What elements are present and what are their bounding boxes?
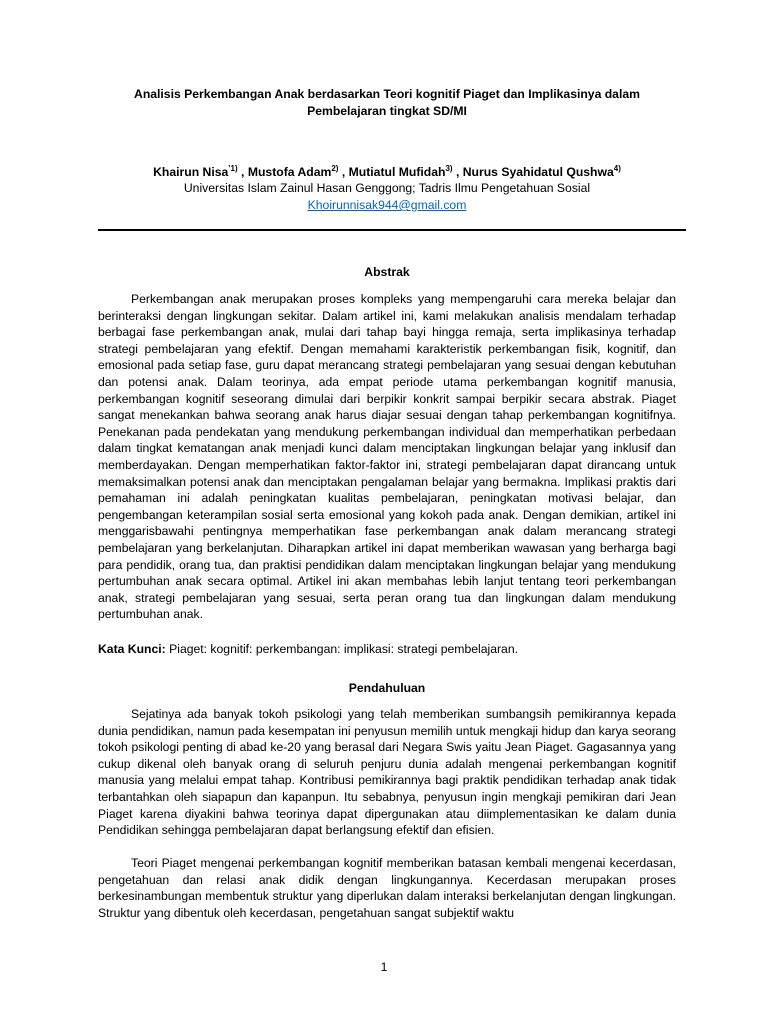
author-mark: 3) — [445, 163, 453, 173]
author-name: Khairun Nisa — [153, 165, 229, 179]
introduction-paragraph-2: Teori Piaget mengenai perkembangan kognitif memberikan batasan kembali mengenai kecerdasan, pengetahuan dan relasi anak didik dengan lingkungannya. Kecerdasan merupakan proses berkesinambungan membentuk struktur yang diperlukan dalam interaksi berkelanjutan dengan lingkungan. Struktur yang dibentuk oleh kecerdasan, pengetahuan sangat subjektif waktu — [98, 856, 676, 920]
introduction-paragraph-1: Sejatinya ada banyak tokoh psikologi yang telah memberikan sumbangsih pemikirannya kepada dunia pendidikan, namun pada kesempatan ini penyusun memilih untuk mengkaji hidup dan karya seorang tokoh psikologi penting di abad ke-20 yang berasal dari Negara Swis yaitu Jean Piaget. Gagasannya yang cukup dikenal oleh banyak orang di seluruh penjuru dunia adalah mengenai perkembangan kognitif manusia yang melalui empat tahap. Kontribusi pemikirannya bagi praktik pendidikan terhadap anak tidak terbantahkan oleh siapapun dan kapanpun. Itu sebabnya, penyusun ingin mengkaji pemikiran dari Jean Piaget karena diyakini bahwa teorinya dapat dipergunakan atau diimplementasikan ke dalam dunia Pendidikan sehingga pembelajaran dapat berlangsung efektif dan efisien. — [98, 707, 676, 838]
keywords-list: Piaget: kognitif: perkembangan: implikasi: strategi pembelajaran. — [165, 642, 518, 656]
author-mark: 4) — [613, 163, 621, 173]
author-list — [98, 164, 676, 181]
author-separator: , — [237, 165, 248, 179]
email-link[interactable]: Khoirunnisak944@gmail.com — [307, 198, 467, 212]
author-name: Mustofa Adam — [247, 165, 332, 179]
page-number: 1 — [380, 960, 388, 974]
keywords-label: Kata Kunci: — [98, 642, 166, 656]
abstract-text: Perkembangan anak merupakan proses kompleks yang mempengaruhi cara mereka belajar dan berinteraksi dengan lingkungan sekitar. Dalam artikel ini, kami melakukan analisis mendalam terhadap berbagai fase perkembangan anak, mulai dari tahap bayi hingga remaja, serta implikasinya terhadap strategi pembelajaran yang efektif. Dengan memahami karakteristik perkembangan fisik, kognitif, dan emosional pada setiap fase, guru dapat merancang strategi pembelajaran yang sesuai dengan kebutuhan dan potensi anak. Dalam teorinya, ada empat periode utama perkembangan kognitif manusia, perkembangan kognitif seseorang dimulai dari berpikir konkrit sampai berpikir secara abstrak. Piaget sangat menekankan bahwa seorang anak harus diajar sesuai dengan tahap perkembangan kognitifnya. Penekanan pada pendekatan yang mendukung perkembangan individual dan memperhatikan perbedaan dalam tingkat kematangan anak menjadi kunci dalam menciptakan lingkungan belajar yang inklusif dan memberdayakan. Dengan memperhatikan faktor-faktor ini, strategi pembelajaran dapat dirancang untuk memaksimalkan potensi anak dan menciptakan pengalaman belajar yang bermakna. Implikasi praktis dari pemahaman ini adalah peningkatan kualitas pembelajaran, peningkatan motivasi belajar, dan pengembangan keterampilan sosial serta emosional yang kokoh pada anak. Dengan demikian, artikel ini menggarisbawahi pentingnya memperhatikan fase perkembangan anak dalam merancang strategi pembelajaran yang berkelanjutan. Diharapkan artikel ini dapat memberikan wawasan yang berharga bagi para pendidik, orang tua, dan praktisi pendidikan dalam menciptakan lingkungan belajar yang mendukung pertumbuhan anak secara optimal. Artikel ini akan membahas lebih lanjut tentang teori perkembangan anak, strategi pembelajaran yang sesuai, serta peran orang tua dan lingkungan dalam mendukung pertumbuhan anak. — [98, 292, 676, 622]
author-name: Nurus Syahidatul Qushwa — [462, 165, 614, 179]
abstract-heading: Abstrak — [364, 265, 410, 279]
email-line — [98, 197, 676, 214]
author-name: Mutiatul Mufidah — [348, 165, 446, 179]
author-separator: , — [338, 165, 349, 179]
author-mark: 2) — [331, 163, 339, 173]
author-separator: , — [452, 165, 463, 179]
header-divider — [98, 229, 686, 231]
author-mark: ’1) — [228, 163, 238, 173]
keywords-line — [98, 641, 676, 658]
affiliation: Universitas Islam Zainul Hasan Genggong; Tadris Ilmu Pengetahuan Sosial — [183, 181, 591, 195]
introduction-heading: Pendahuluan — [348, 681, 426, 695]
paper-title: Analisis Perkembangan Anak berdasarkan Teori kognitif Piaget dan Implikasinya dalam Pembelajaran tingkat SD/MI — [134, 87, 640, 118]
